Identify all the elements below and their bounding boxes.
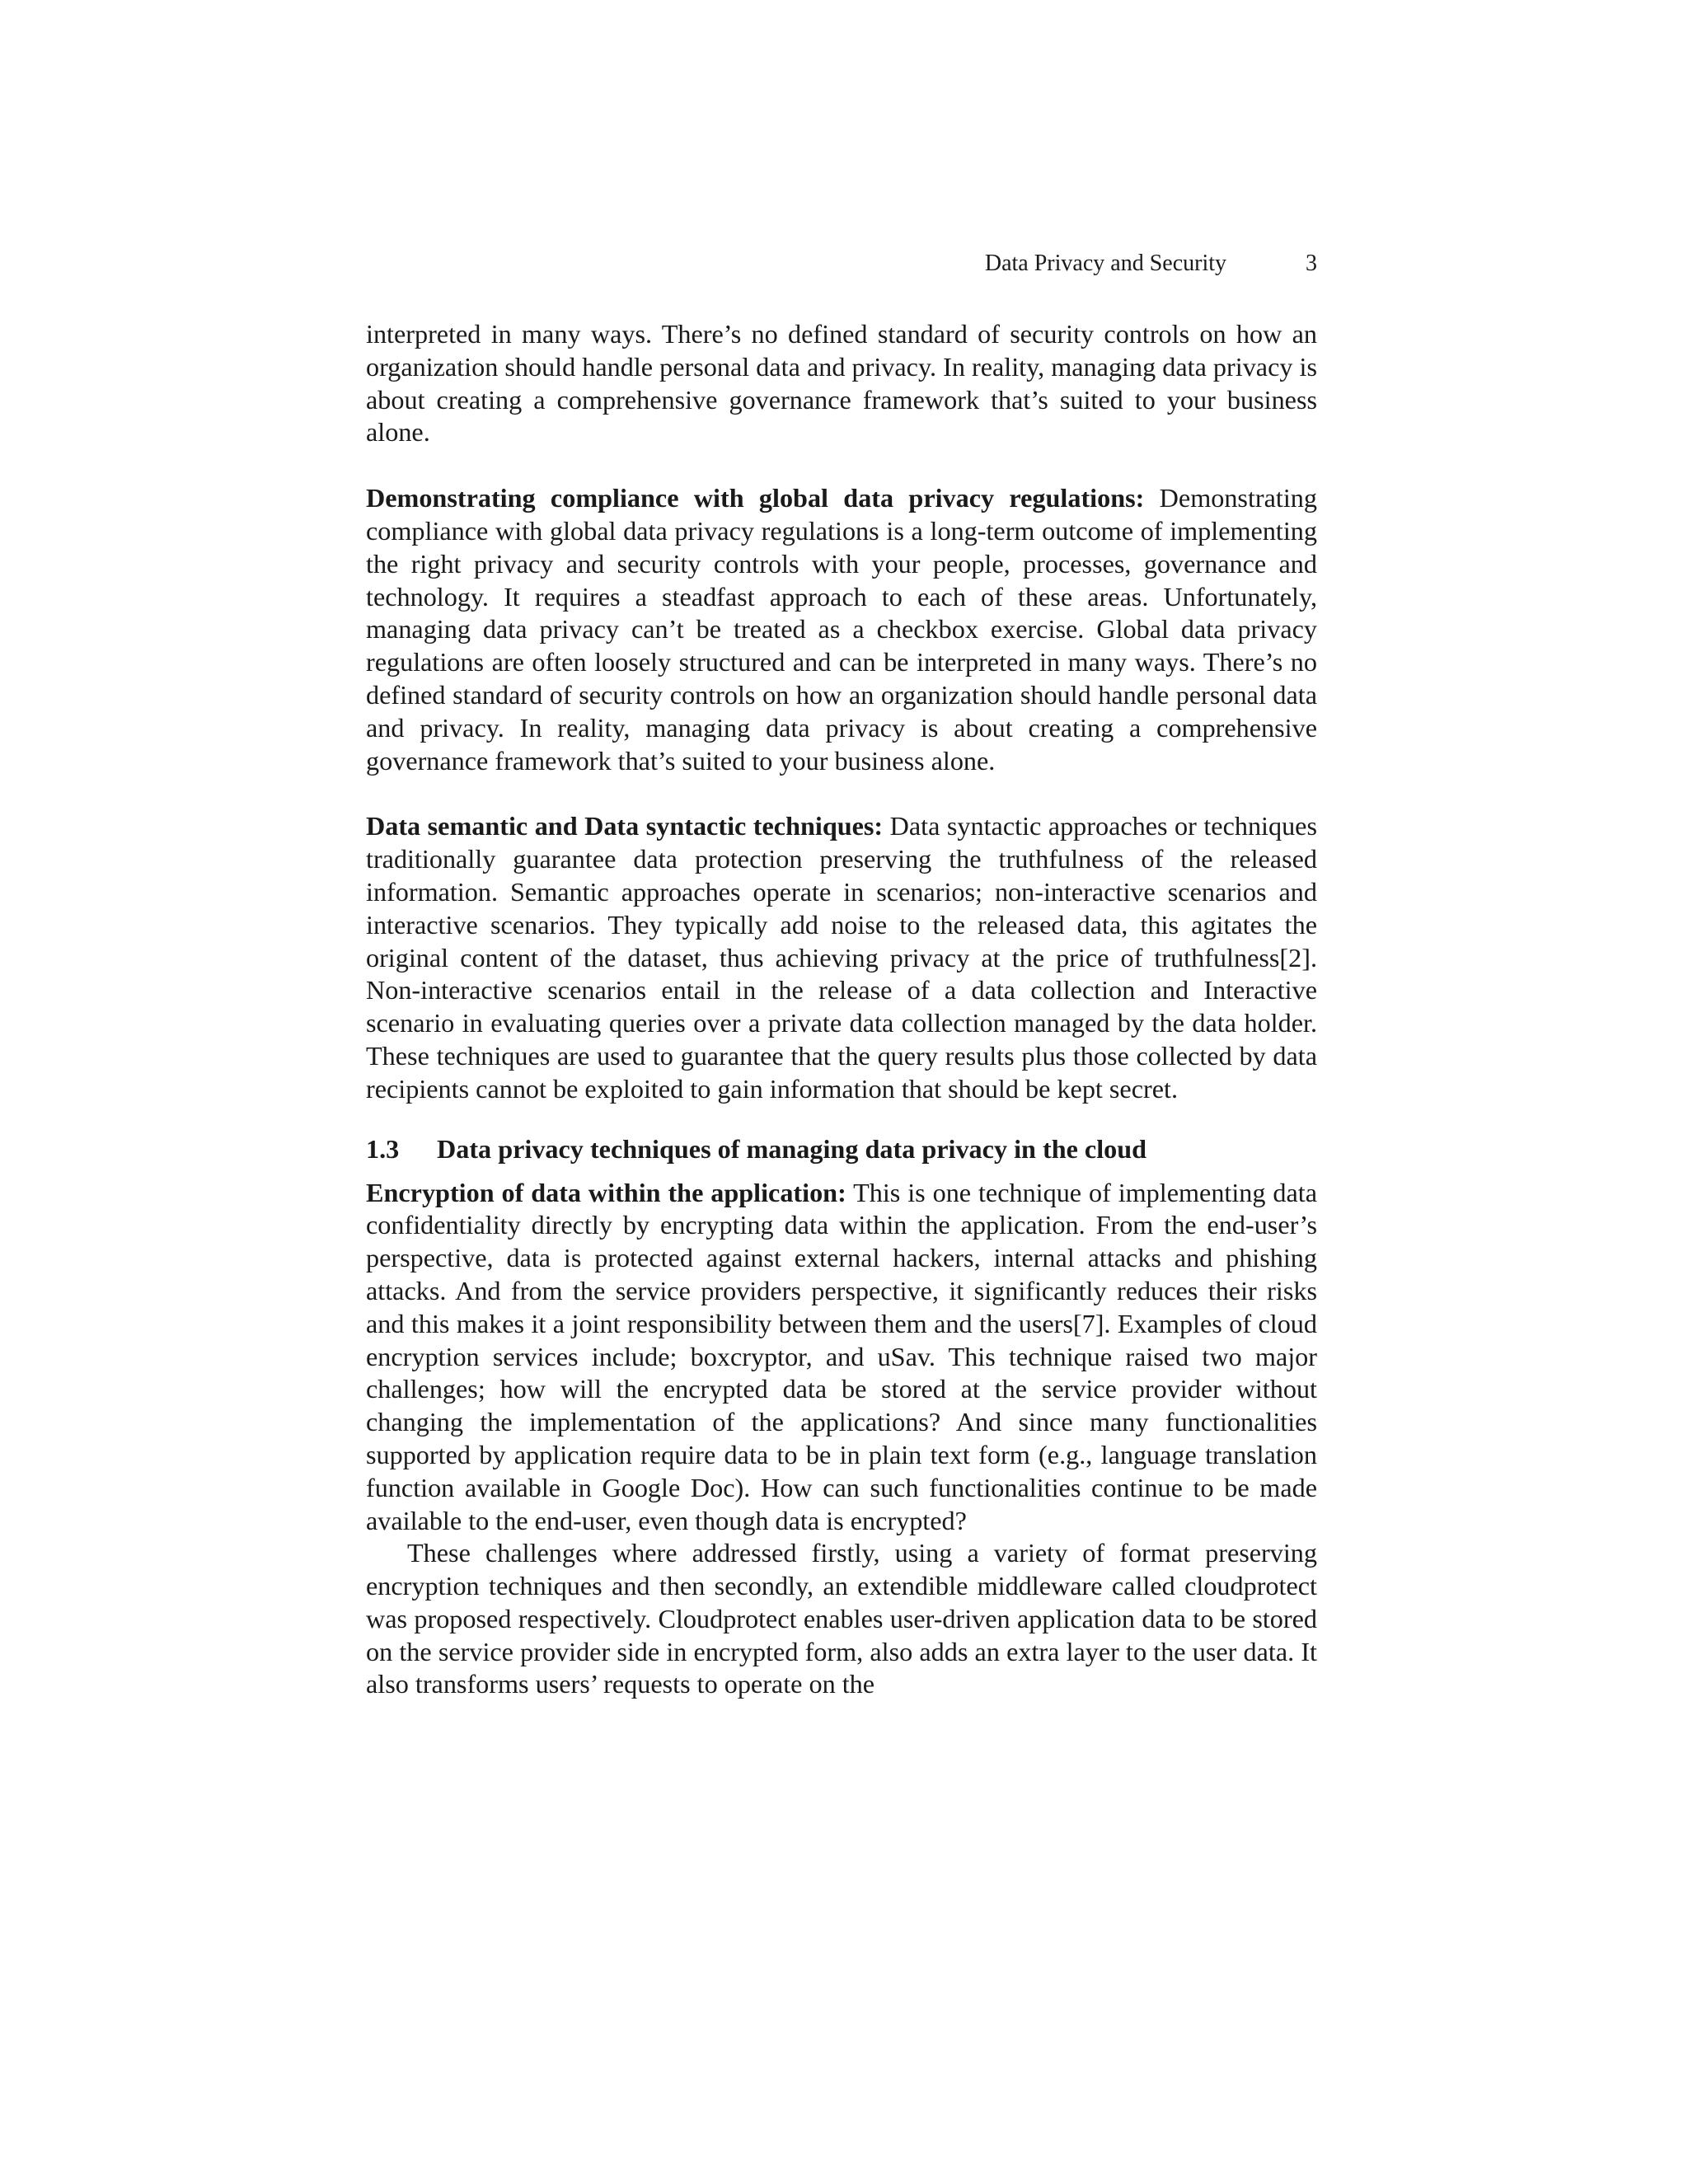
paragraph-compliance: [366, 482, 1317, 777]
paragraph-encryption: [366, 1177, 1317, 1538]
paragraph-body-compliance: Demonstrating compliance with global data privacy regulations is a long-term outcome of implementing the right privacy and security controls with your people, processes, governance and technology. It requires a steadfast approach to each of these areas. Unfortunately, managing data privacy can’t be treated as a checkbox exercise. Global data privacy regulations are often loosely structured and can be interpreted in many ways. There’s no defined standard of security controls on how an organization should handle personal data and privacy. In reality, managing data privacy is about creating a comprehensive governance framework that’s suited to your business alone.: [366, 483, 1317, 776]
body-text: [366, 318, 1317, 1701]
paragraph-body-encryption: This is one technique of implementing data confidentiality directly by encrypting data within the application. From the end-user’s perspective, data is protected against external hackers, internal attacks and phishing attacks. And from the service providers perspective, it significantly reduces their risks and this makes it a joint responsibility between them and the users[7]. Examples of cloud encryption services include; boxcryptor, and uSav. This technique raised two major challenges; how will the encrypted data be stored at the service provider without changing the implementation of the applications? And since many functionalities supported by application require data to be in plain text form (e.g., language translation function available in Google Doc). How can such functionalities continue to be made available to the end-user, even though data is encrypted?: [366, 1177, 1317, 1535]
running-header-title: Data Privacy and Security: [984, 251, 1226, 276]
paragraph-lead-semantic: Data semantic and Data syntactic techniques:: [366, 811, 884, 841]
paragraph-lead-encryption: Encryption of data within the application:: [366, 1177, 846, 1207]
running-header: [366, 247, 1317, 280]
section-heading: [366, 1106, 1317, 1177]
section-title: Data privacy techniques of managing data privacy in the cloud: [437, 1133, 1147, 1164]
page-number: 3: [1306, 251, 1317, 276]
paragraph-gap: [366, 777, 1317, 810]
section-number: 1.3: [366, 1133, 400, 1164]
paragraph-challenges: These challenges where addressed firstly, using a variety of format preserving encryption techniques and then secondly, an extendible middleware called cloudprotect was proposed respectively. Cloudprotect enables user-driven application data to be stored on the service provider side in encrypted form, also adds an extra layer to the user data. It also transforms users’ requests to operate on the: [366, 1538, 1317, 1699]
paragraph-body-semantic: Data syntactic approaches or techniques traditionally guarantee data protection preserving the truthfulness of the released information. Semantic approaches operate in scenarios; non-interactive scenarios and interactive scenarios. They typically add noise to the released data, this agitates the original content of the dataset, thus achieving privacy at the price of truthfulness[2]. Non-interactive scenarios entail in the release of a data collection and Interactive scenario in evaluating queries over a private data collection managed by the data holder. These techniques are used to guarantee that the query results plus those collected by data recipients cannot be exploited to gain information that should be kept secret.: [366, 811, 1317, 1104]
paragraph-continued: interpreted in many ways. There’s no defined standard of security controls on how an organization should handle personal data and privacy. In reality, managing data privacy is about creating a comprehensive governance framework that’s suited to your business alone.: [366, 319, 1317, 448]
paragraph-semantic-syntactic: [366, 810, 1317, 1105]
paragraph-lead-compliance: Demonstrating compliance with global data privacy regulations:: [366, 483, 1145, 513]
paragraph-gap: [366, 449, 1317, 482]
